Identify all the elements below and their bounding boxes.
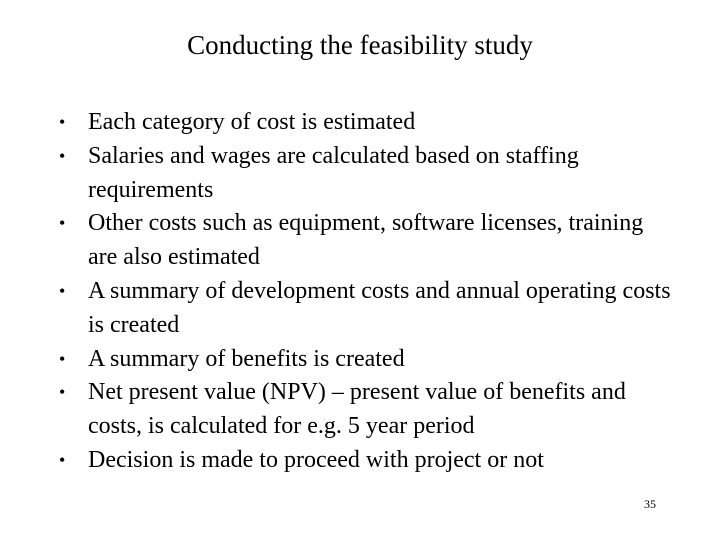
bullet-item (56, 444, 676, 478)
bullet-icon: • (59, 145, 66, 166)
bullet-item (56, 376, 676, 444)
bullet-text: Other costs such as equipment, software licenses, training are also estimated (88, 210, 644, 271)
bullet-icon: • (59, 449, 66, 470)
bullet-text: Net present value (NPV) – present value of benefits and costs, is calculated for e.g. 5 year period (88, 379, 626, 440)
bullet-text: Each category of cost is estimated (88, 109, 416, 135)
bullet-icon: • (59, 280, 66, 301)
bullet-item (56, 343, 676, 377)
bullet-text: A summary of benefits is created (88, 345, 405, 372)
bullet-list (56, 106, 676, 478)
slide-title: Conducting the feasibility study (187, 30, 533, 60)
bullet-icon: • (59, 213, 66, 234)
bullet-icon: • (59, 382, 66, 403)
bullet-icon: • (59, 348, 66, 369)
bullet-text: A summary of development costs and annual operating costs is created (88, 277, 671, 338)
bullet-text: Decision is made to proceed with project or not (88, 446, 544, 473)
bullet-item (56, 140, 676, 208)
bullet-item (56, 275, 676, 343)
bullet-icon: • (59, 112, 66, 132)
page-number: 35 (644, 497, 656, 511)
bullet-text: Salaries and wages are calculated based on staffing requirements (88, 142, 579, 203)
bullet-item (56, 207, 676, 275)
bullet-item (56, 106, 676, 140)
